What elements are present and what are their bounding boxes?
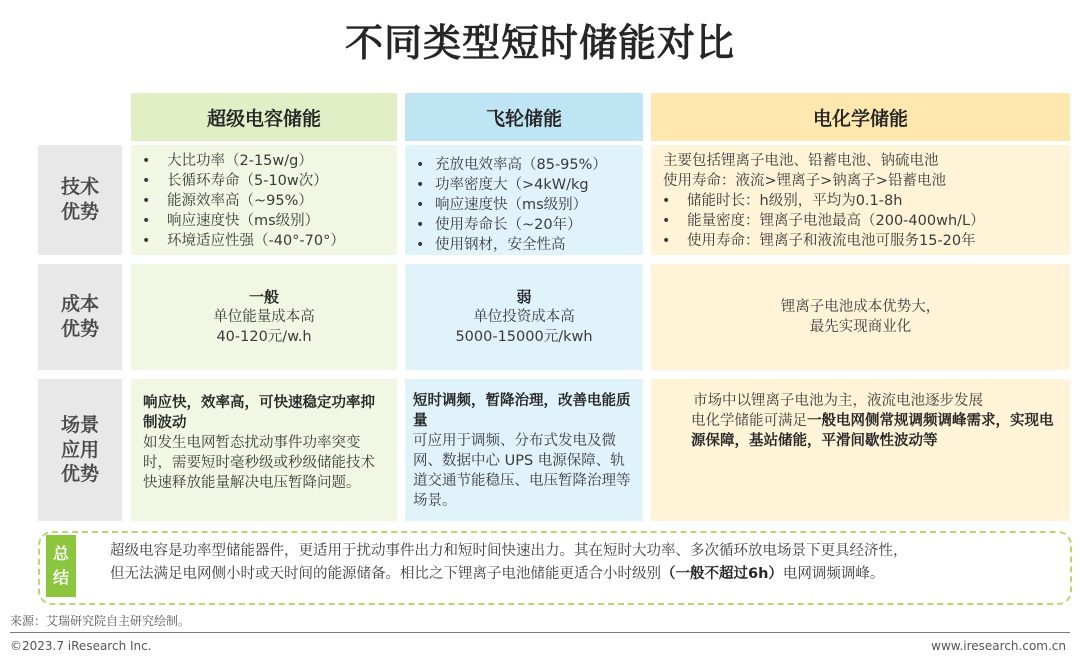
column-header-flywheel: 飞轮储能 bbox=[405, 93, 643, 141]
list-item: • 使用寿命：锂离子和液流电池可服务15-20年 bbox=[651, 231, 1070, 251]
website-link[interactable]: www.iresearch.com.cn bbox=[931, 639, 1066, 653]
electrochem-intro-2: 使用寿命：液流>锂离子>钠离子>铅蓄电池 bbox=[663, 173, 946, 189]
list-item: • 能量密度：锂离子电池最高（200-400wh/L） bbox=[651, 211, 1070, 231]
cost-level: 一般 bbox=[248, 288, 279, 306]
list-item: • 储能时长：h级别，平均为0.1-8h bbox=[651, 191, 1070, 211]
list-item: • 长循环寿命（5-10w次） bbox=[131, 171, 397, 191]
list-item: • 大比功率（2-15w/g） bbox=[131, 151, 397, 171]
cost-level: 弱 bbox=[516, 288, 532, 306]
scene-description: 电化学储能可满足 bbox=[691, 413, 807, 429]
page-title: 不同类型短时储能对比 bbox=[344, 21, 735, 65]
tech-cell-supercap bbox=[131, 145, 397, 255]
list-item: • 充放电效率高（85-95%） bbox=[405, 155, 643, 175]
footer-divider bbox=[10, 632, 1070, 633]
list-item: • 功率密度大（>4kW/kg bbox=[405, 175, 643, 195]
cost-cell-supercap: 一般 单位能量成本高 40-120元/w.h bbox=[131, 264, 397, 370]
summary-text: 超级电容是功率型储能器件，更适用于扰动事件出力和短时间快速出力。其在短时大功率、多次循环放电场景下更具经济性， 但无法满足电网侧小时或天时间的能源储备。相比之下锂离子电池储能更适合小时级别（一般不超过6h）电网调频调峰。 bbox=[110, 543, 908, 582]
scene-cell-flywheel bbox=[405, 379, 643, 521]
scene-headline: 响应快，效率高，可快速稳定功率抑制波动 bbox=[143, 395, 375, 431]
scene-description: 可应用于调频、分布式发电及微网、数据中心 UPS 电源保障、轨道交通节能稳压、电压暂降治理等场景。 bbox=[413, 433, 631, 509]
copyright: ©2023.7 iResearch Inc. bbox=[10, 639, 152, 653]
scene-description: 如发生电网暂态扰动事件功率突变时，需要短时毫秒级或秒级储能技术快速释放能量解决电压暂降问题。 bbox=[143, 435, 375, 491]
list-item: • 能源效率高（~95%） bbox=[131, 191, 397, 211]
list-item: • 使用钢材，安全性高 bbox=[405, 235, 643, 255]
list-item: • 响应速度快（ms级别） bbox=[131, 211, 397, 231]
scene-headline: 一般电网侧常规调频调峰需求，实现电源保障，基站储能，平滑间歇性波动等 bbox=[691, 413, 1054, 449]
scene-headline: 短时调频，暂降治理，改善电能质量 bbox=[413, 393, 631, 429]
list-item: • 使用寿命长（~20年） bbox=[405, 215, 643, 235]
tech-cell-flywheel bbox=[405, 145, 643, 255]
cost-cell-flywheel: 弱 单位投资成本高 5000-15000元/kwh bbox=[405, 264, 643, 370]
cost-cell-electrochem: 锂离子电池成本优势大， 最先实现商业化 bbox=[651, 264, 1070, 370]
column-header-supercap: 超级电容储能 bbox=[131, 93, 397, 141]
row-label-scene: 场景 应用 优势 bbox=[38, 379, 122, 521]
column-header-electrochem: 电化学储能 bbox=[651, 93, 1070, 141]
row-label-tech: 技术 优势 bbox=[38, 145, 122, 255]
list-item: • 环境适应性强（-40°-70°） bbox=[131, 231, 397, 251]
scene-cell-electrochem bbox=[651, 379, 1070, 521]
electrochem-intro-1: 主要包括锂离子电池、铅蓄电池、钠硫电池 bbox=[663, 153, 939, 169]
row-label-cost: 成本 优势 bbox=[38, 264, 122, 370]
scene-description: 市场中以锂离子电池为主，液流电池逐步发展 bbox=[693, 393, 983, 409]
summary-tag: 总 结 bbox=[46, 535, 76, 597]
scene-cell-supercap bbox=[131, 379, 397, 521]
list-item: • 响应速度快（ms级别） bbox=[405, 195, 643, 215]
source-note: 来源：艾瑞研究院自主研究绘制。 bbox=[10, 614, 191, 628]
tech-cell-electrochem bbox=[651, 145, 1070, 255]
